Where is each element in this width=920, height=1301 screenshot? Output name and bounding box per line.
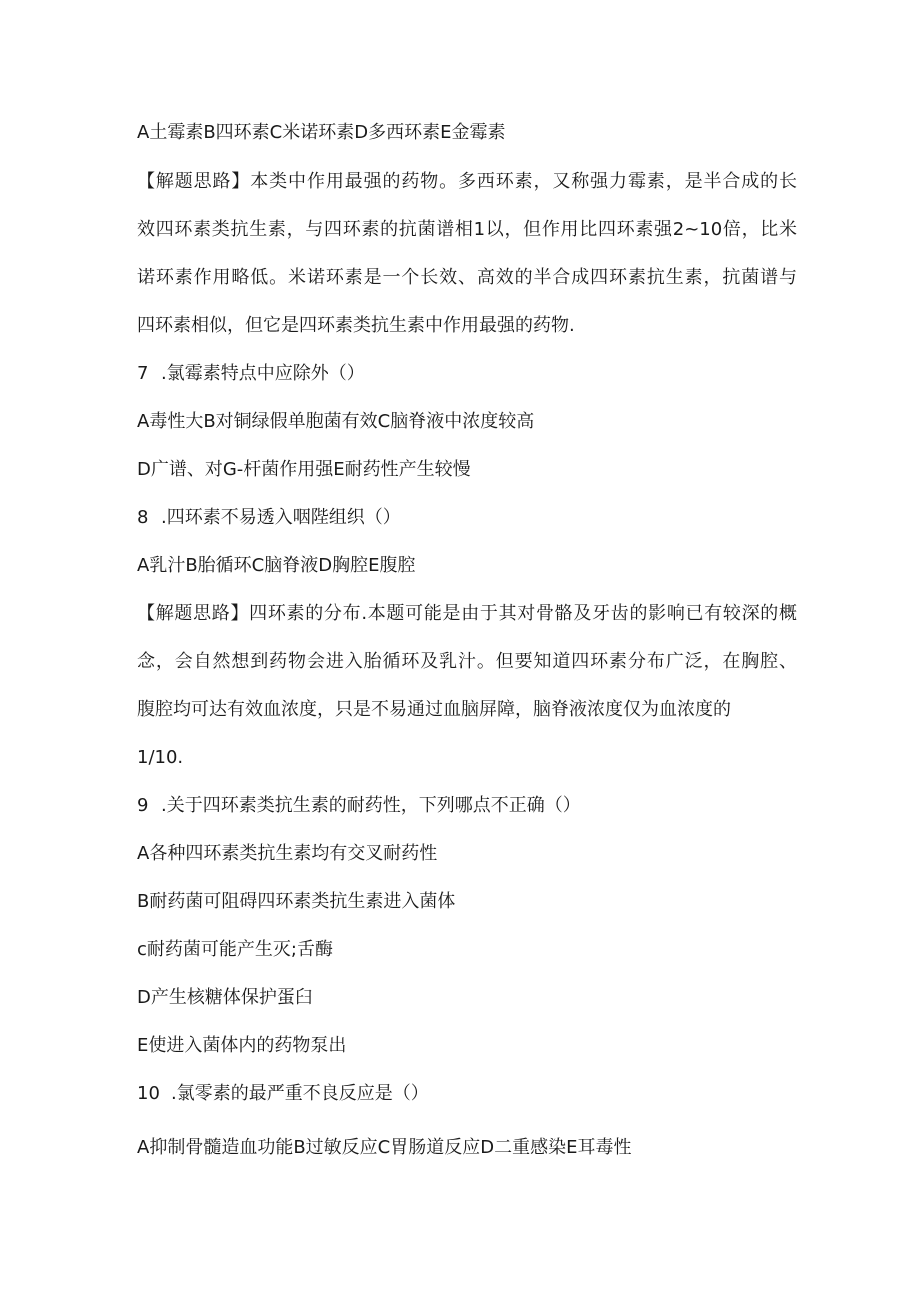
q6-options: A土霉素B四环素C米诺环素D多西环素E金霉素 [137, 122, 506, 143]
q10-question [137, 1082, 797, 1106]
q8-question [137, 506, 797, 530]
q6-analysis-line-2: 效四环素类抗生素，与四环素的抗菌谱相1以，但作用比四环素强2~10倍，比米 [137, 219, 797, 240]
q8-analysis-line-3: 腹腔均可达有效血浓度，只是不易通过血脑屏障，脑脊液浓度仅为血浓度的 [137, 699, 731, 720]
q9-option-c: c耐药菌可能产生灭;舌酶 [137, 939, 333, 960]
q6-analysis-line-1: 【解题思路】本类中作用最强的药物。多西环素，又称强力霉素，是半合成的长 [137, 171, 797, 192]
q6-analysis-line-4: 四环素相似，但它是四环素类抗生素中作用最强的药物. [137, 315, 575, 336]
q8-options: A乳汁B胎循环C脑脊液D胸腔E腹腔 [137, 555, 416, 576]
q9-option-d: D产生核糖体保护蛋臼 [137, 987, 313, 1008]
q7-options-line-1: A毒性大B对铜绿假单胞菌有效C脑脊液中浓度较高 [137, 411, 535, 432]
q7-question [137, 362, 797, 386]
q8-analysis-line-2: 念，会自然想到药物会进入胎循环及乳汁。但要知道四环素分布广泛，在胸腔、 [137, 651, 797, 672]
q6-analysis-line-3: 诺环素作用略低。米诺环素是一个长效、高效的半合成四环素抗生素，抗菌谱与 [137, 267, 797, 288]
q8-stem: .四环素不易透入咽陛组织（） [161, 507, 401, 528]
q9-question [137, 794, 797, 818]
q10-options: A抑制骨髓造血功能B过敏反应C胃肠道反应D二重感染E耳毒性 [137, 1137, 632, 1158]
q7-stem: .氯霉素特点中应除外（） [161, 363, 365, 384]
q10-stem: .氯零素的最严重不良反应是（） [171, 1083, 429, 1104]
q7-number: 7 [137, 363, 149, 384]
q9-option-a: A各种四环素类抗生素均有交叉耐药性 [137, 843, 438, 864]
q8-analysis-line-1: 【解题思路】四环素的分布.本题可能是由于其对骨骼及牙齿的影响已有较深的概 [137, 603, 797, 624]
q7-options-line-2: D广谱、对G-杆菌作用强E耐药性产生较慢 [137, 459, 471, 480]
q9-option-b: B耐药菌可阻碍四环素类抗生素进入菌体 [137, 891, 456, 912]
q9-option-e: E使进入菌体内的药物泵出 [137, 1035, 347, 1056]
q8-analysis-line-4: 1/10. [137, 747, 184, 768]
q8-number: 8 [137, 507, 149, 528]
q9-number: 9 [137, 795, 149, 816]
q10-number: 10 [137, 1083, 160, 1104]
q9-stem: .关于四环素类抗生素的耐药性，下列哪点不正确（） [161, 795, 581, 816]
